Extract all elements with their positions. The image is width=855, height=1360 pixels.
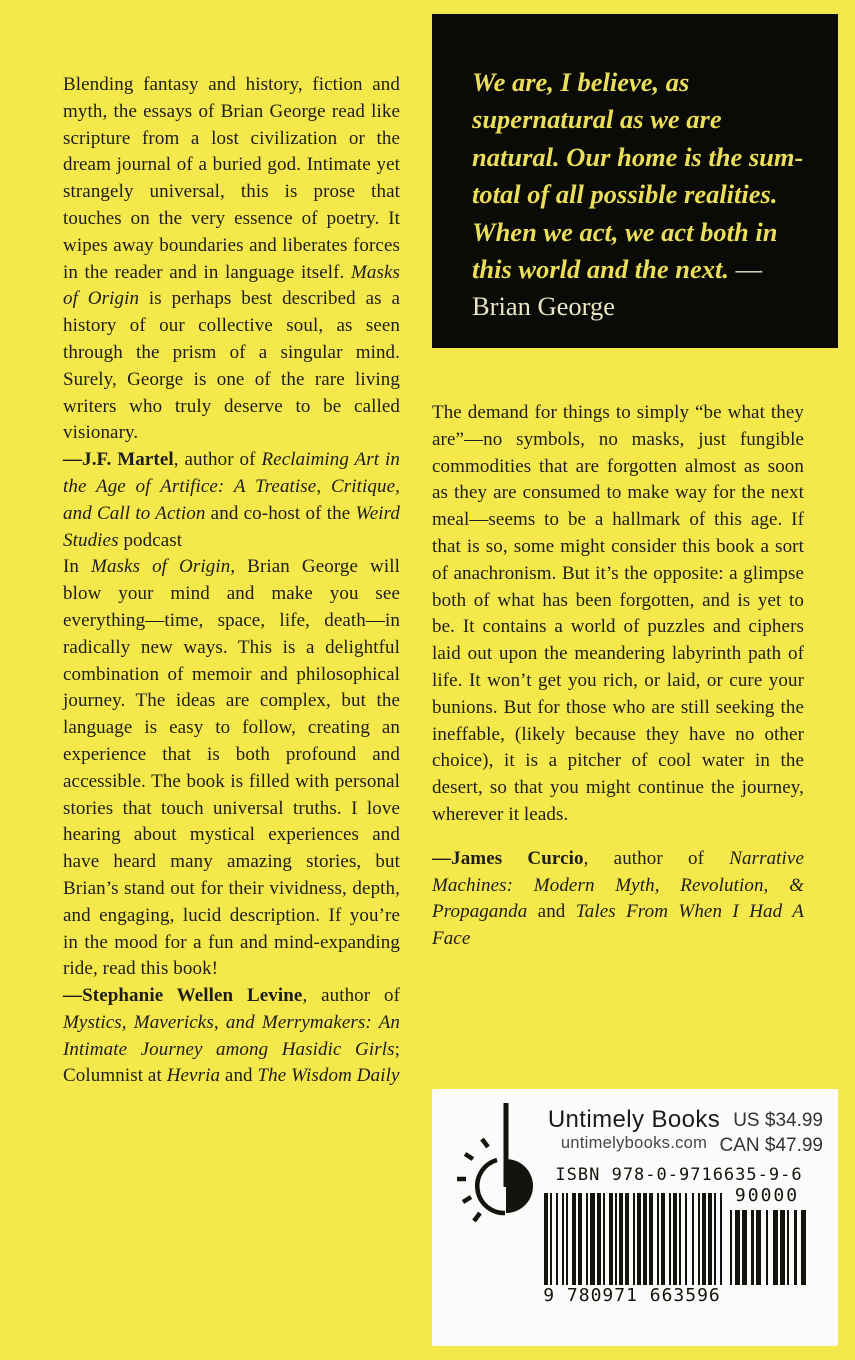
pull-quote-box [432, 14, 838, 348]
publisher-block [528, 1106, 740, 1153]
attribution-levine: —Stephanie Wellen Levine, author of Mystics, Mavericks, and Merrymakers: An Intimate Journey among Hasidic Girls; Columnist at Hevria and The Wisdom Daily [63, 985, 400, 1087]
price-can: CAN $47.99 [719, 1135, 823, 1156]
blurb-curcio: The demand for things to simply “be what they are”—no symbols, no masks, just fungible commodities that are forgotten almost as soon as they are consumed to make way for the next meal—seems to be a hallmark of this age. If that is so, some might consider this book a sort of anachronism. But it’s the opposite: a glimpse both of what has been forgotten, and is yet to be. It contains a world of puzzles and ciphers laid out upon the meandering labyrinth path of life. It won’t get you rich, or laid, or cure your bunions. But for those who are still seeking the ineffable, (likely because they have no other choice), it is a pitcher of cool water in the desert, so that you might continue the journey, wherever it leads. [432, 402, 804, 825]
isbn-number: ISBN 978-0-9716635-9-6 [555, 1165, 803, 1185]
ean-barcode-digits: 9 780971 663596 [543, 1285, 721, 1306]
price-block [719, 1108, 823, 1158]
attribution-curcio: —James Curcio, author of Narrative Machines: Modern Myth, Revolution, & Propaganda and Tales From When I Had A Face [432, 847, 804, 950]
left-text-column [63, 72, 400, 1090]
blurb-martel: Blending fantasy and history, fiction and myth, the essays of Brian George read like scripture from a lost civilization or the dream journal of a buried god. Intimate yet strangely universal, this is prose that touches on the very essence of poetry. It wipes away boundaries and liberates forces in the reader and in language itself. Masks of Origin is perhaps best described as a history of our collective soul, as seen through the prism of a singular mind. Surely, George is one of the rare living writers who truly deserve to be called visionary. [63, 74, 400, 444]
barcode-addon-number: 90000 [734, 1185, 800, 1206]
publisher-name: Untimely Books [547, 1106, 721, 1133]
pull-quote-text: We are, I believe, as supernatural as we are natural. Our home is the sum-total of all possible realities. When we act, we act both in this world and the next. —Brian George [472, 67, 804, 322]
ean-barcode [544, 1193, 722, 1285]
right-text-column [432, 14, 838, 953]
barcode-panel [432, 1089, 838, 1346]
attribution-martel: —J.F. Martel, author of Reclaiming Art in the Age of Artifice: A Treatise, Critique, and Call to Action and co-host of the Weird Studies podcast [63, 449, 400, 551]
blurb-levine: In Masks of Origin, Brian George will blow your mind and make you see everything—time, space, life, death—in radically new ways. This is a delightful combination of memoir and philosophical journey. The ideas are complex, but the language is easy to follow, creating an experience that is both profound and accessible. The book is filled with personal stories that touch universal truths. I love hearing about mystical experiences and have heard many amazing stories, but Brian’s stand out for their vividness, depth, and engaging, lucid description. If you’re in the mood for a fun and mind-expanding ride, read this book! [63, 556, 400, 980]
price-us: US $34.99 [733, 1110, 823, 1131]
ean-addon-barcode [730, 1210, 806, 1285]
publisher-website: untimelybooks.com [560, 1134, 708, 1152]
